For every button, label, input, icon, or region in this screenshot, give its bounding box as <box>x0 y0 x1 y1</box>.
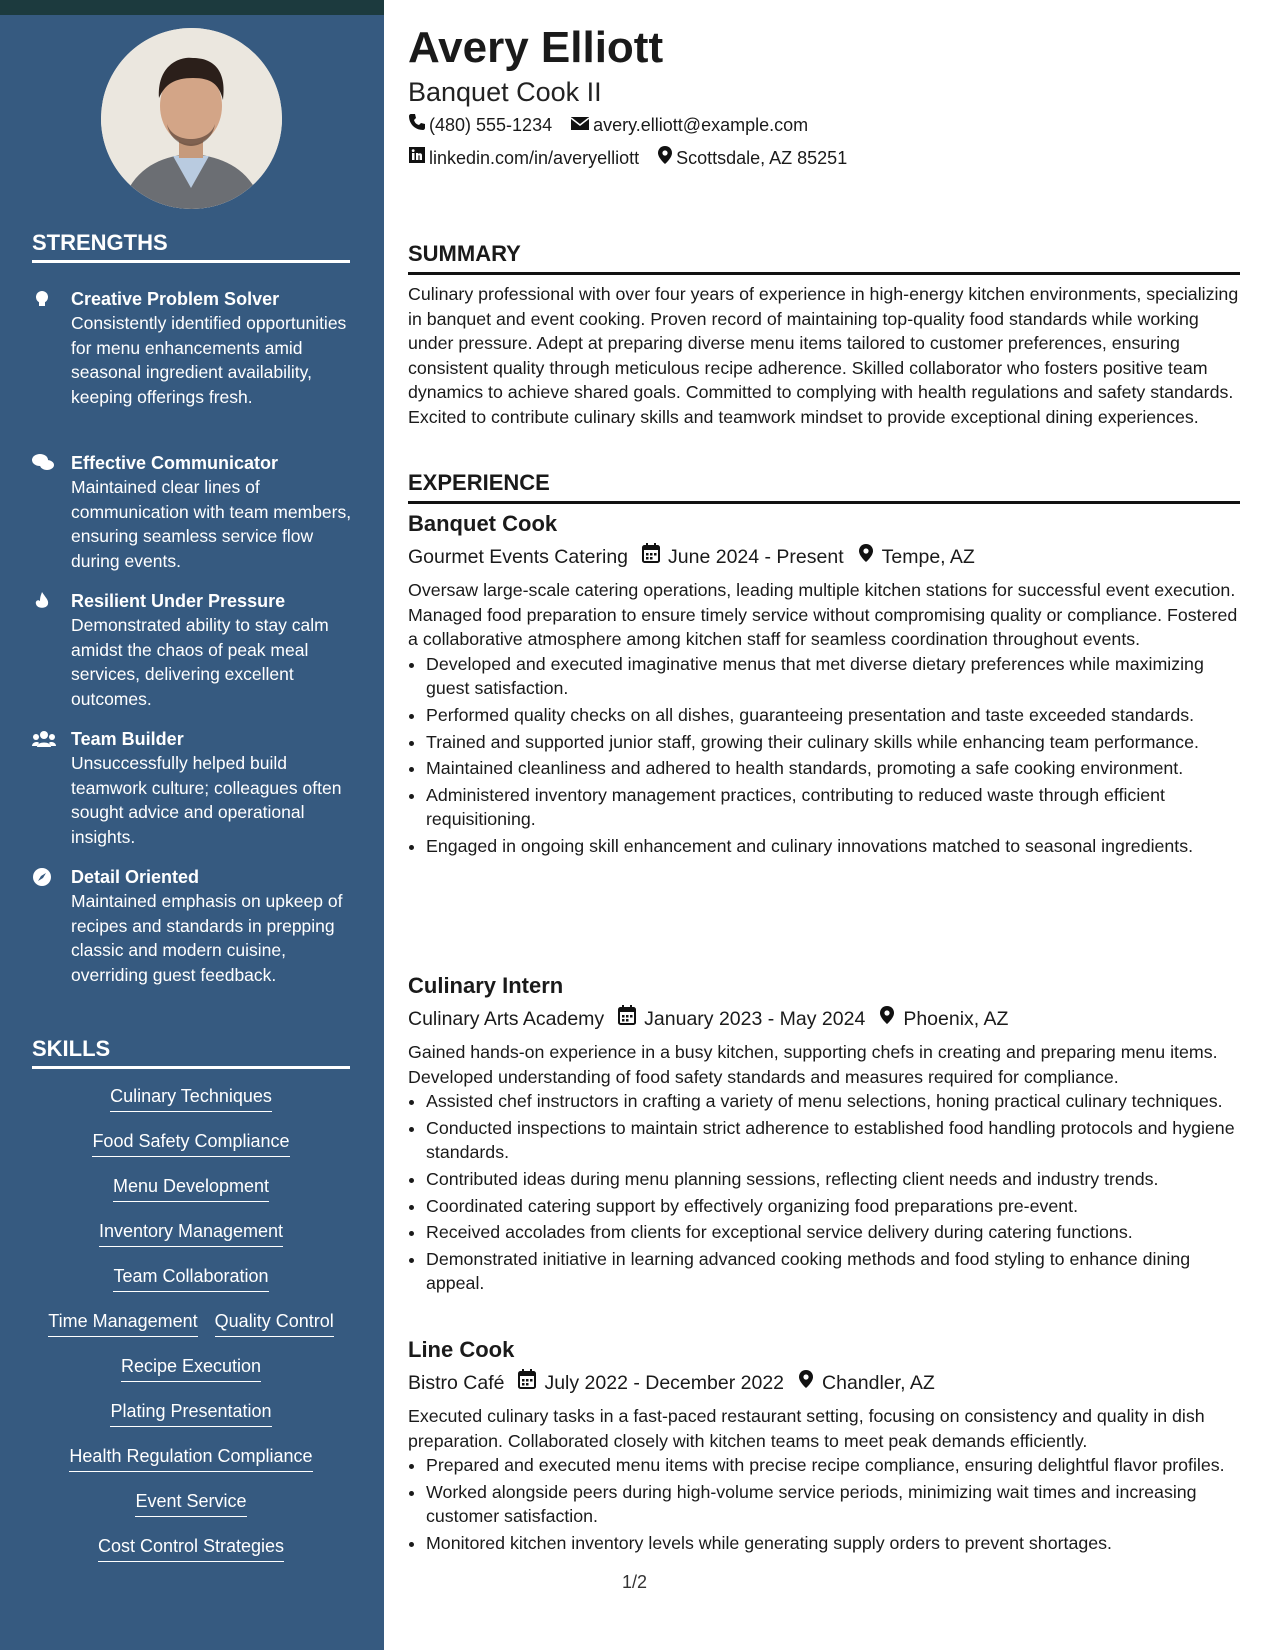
job-location: Chandler, AZ <box>822 1372 935 1394</box>
linkedin-url[interactable]: linkedin.com/in/averyelliott <box>429 148 640 168</box>
email-address[interactable]: avery.elliott@example.com <box>593 115 809 135</box>
linkedin-icon <box>408 146 429 170</box>
skills-heading: SKILLS <box>32 1036 350 1069</box>
strength-item <box>32 589 352 715</box>
job-location: Phoenix, AZ <box>903 1008 1009 1030</box>
candidate-title: Banquet Cook II <box>408 77 602 107</box>
job-entry <box>408 1335 1240 1558</box>
job-bullet: • Trained and supported junior staff, growing their culinary skills while enhancing team performance. <box>426 730 1240 755</box>
skill-tag: Menu Development <box>113 1174 269 1202</box>
strength-description: Consistently identified opportunities for menu enhancements amid seasonal ingredient availability, keeping offerings fresh. <box>71 313 347 407</box>
strength-title: Effective Communicator <box>71 453 279 473</box>
skill-tag: Culinary Techniques <box>110 1084 272 1112</box>
comments-icon <box>32 453 54 473</box>
job-dates: July 2022 - December 2022 <box>544 1372 785 1394</box>
strength-description: Unsuccessfully helped build teamwork culture; colleagues often sought advice and operational insights. <box>71 753 342 847</box>
experience-heading: EXPERIENCE <box>408 469 1240 504</box>
strength-item <box>32 287 352 439</box>
job-location: Tempe, AZ <box>881 546 975 568</box>
strength-item <box>32 727 352 853</box>
summary-heading: SUMMARY <box>408 240 1240 275</box>
calendar-icon <box>604 1003 644 1035</box>
company-name: Bistro Café <box>408 1372 505 1394</box>
location-pin-icon <box>844 541 882 573</box>
contact-row-2 <box>408 145 847 171</box>
skill-tag: Food Safety Compliance <box>92 1129 289 1157</box>
job-bullet: • Administered inventory management practices, contributing to reduced waste through efficient requisitioning. <box>426 783 1240 832</box>
job-entry <box>408 509 1240 861</box>
strength-description: Demonstrated ability to stay calm amidst the chaos of peak meal services, delivering excellent outcomes. <box>71 615 329 709</box>
strength-item <box>32 865 352 987</box>
job-description: Executed culinary tasks in a fast-paced restaurant setting, focusing on consistency and quality in dish preparation. Collaborated closely with kitchen teams to meet peak demands efficiently. <box>408 1406 1205 1451</box>
strength-title: Team Builder <box>71 729 184 749</box>
job-bullet: • Monitored kitchen inventory levels while generating supply orders to prevent shortages. <box>426 1531 1240 1556</box>
job-bullet: • Prepared and executed menu items with precise recipe compliance, ensuring delightful flavor profiles. <box>426 1453 1240 1478</box>
skill-tag: Inventory Management <box>99 1219 283 1247</box>
job-bullet: • Developed and executed imaginative menus that met diverse dietary preferences while maximizing guest satisfaction. <box>426 652 1240 701</box>
compass-icon <box>32 867 54 887</box>
company-name: Gourmet Events Catering <box>408 546 629 568</box>
company-name: Culinary Arts Academy <box>408 1008 605 1030</box>
location-pin-icon <box>865 1003 903 1035</box>
skill-tag: Recipe Execution <box>121 1354 261 1382</box>
candidate-name: Avery Elliott <box>408 23 664 72</box>
contact-row-1 <box>408 113 808 137</box>
skill-tag: Team Collaboration <box>113 1264 268 1292</box>
phone-number[interactable]: (480) 555-1234 <box>429 115 553 135</box>
job-description: Oversaw large-scale catering operations, leading multiple kitchen stations for successful event execution. Managed food preparation to ensure timely service without compromising quality or compliance. Fostered a collaborative atmosphere among kitchen staff for seamless coordination throughout events. <box>408 580 1238 650</box>
job-bullets <box>408 652 1240 859</box>
job-bullet: • Worked alongside peers during high-volume service periods, minimizing wait times and increasing customer satisfaction. <box>426 1480 1240 1529</box>
job-dates: June 2024 - Present <box>668 546 844 568</box>
job-bullet: • Engaged in ongoing skill enhancement and culinary innovations matched to seasonal ingredients. <box>426 834 1240 859</box>
job-meta <box>408 1003 1240 1035</box>
skill-tag: Cost Control Strategies <box>98 1534 284 1562</box>
strengths-list <box>32 287 352 999</box>
home-location: Scottsdale, AZ 85251 <box>676 148 848 168</box>
job-description: Gained hands-on experience in a busy kitchen, supporting chefs in creating and preparing menu items. Developed understanding of food safety standards and measures required for compliance. <box>408 1042 1218 1087</box>
job-bullet: • Conducted inspections to maintain strict adherence to established food handling protocols and hygiene standards. <box>426 1116 1240 1165</box>
job-bullet: • Performed quality checks on all dishes, guaranteeing presentation and taste exceeded standards. <box>426 703 1240 728</box>
job-role: Banquet Cook <box>408 511 558 536</box>
profile-photo <box>101 28 282 209</box>
calendar-icon <box>628 541 668 573</box>
job-bullet: • Contributed ideas during menu planning sessions, reflecting client needs and industry trends. <box>426 1167 1240 1192</box>
job-bullet: • Coordinated catering support by effectively organizing food preparations pre-event. <box>426 1194 1240 1219</box>
sidebar-top-bar <box>0 0 384 15</box>
skill-tag: Health Regulation Compliance <box>69 1444 312 1472</box>
strengths-heading: STRENGTHS <box>32 230 350 263</box>
email-icon <box>570 113 593 137</box>
skill-tag: Quality Control <box>215 1309 334 1337</box>
strength-title: Detail Oriented <box>71 867 200 887</box>
location-pin-icon <box>657 145 676 171</box>
page-number: 1/2 <box>622 1572 648 1592</box>
sidebar <box>0 0 384 1650</box>
strength-title: Creative Problem Solver <box>71 289 280 309</box>
skill-tag: Plating Presentation <box>110 1399 271 1427</box>
job-meta <box>408 541 1240 573</box>
skill-tag: Time Management <box>48 1309 197 1337</box>
calendar-icon <box>504 1367 544 1399</box>
strength-description: Maintained clear lines of communication with team members, ensuring seamless service flow during events. <box>71 477 352 571</box>
strength-title: Resilient Under Pressure <box>71 591 286 611</box>
skills-list <box>32 1084 350 1579</box>
job-bullets <box>408 1453 1240 1555</box>
lightbulb-icon <box>32 289 54 309</box>
phone-icon <box>408 113 429 137</box>
summary-text: Culinary professional with over four years of experience in high-energy kitchen environments, specializing in banquet and event cooking. Proven record of maintaining top-quality food standards while working under pressure. Adept at preparing diverse menu items tailored to customer preferences, ensuring consistent quality through meticulous recipe adherence. Skilled collaborator who fosters positive team dynamics to achieve shared goals. Committed to complying with health regulations and safety standards. Excited to contribute culinary skills and teamwork mindset to provide exceptional dining experiences. <box>408 284 1239 427</box>
location-pin-icon <box>784 1367 822 1399</box>
job-bullet: • Maintained cleanliness and adhered to health standards, promoting a safe cooking environment. <box>426 756 1240 781</box>
job-dates: January 2023 - May 2024 <box>644 1008 866 1030</box>
skill-tag: Event Service <box>135 1489 246 1517</box>
job-bullet: • Assisted chef instructors in crafting a variety of menu selections, honing practical culinary techniques. <box>426 1089 1240 1114</box>
job-bullet: • Received accolades from clients for exceptional service delivery during catering functions. <box>426 1220 1240 1245</box>
job-role: Culinary Intern <box>408 973 564 998</box>
job-meta <box>408 1367 1240 1399</box>
strength-item <box>32 451 352 577</box>
job-role: Line Cook <box>408 1337 515 1362</box>
job-bullets <box>408 1089 1240 1296</box>
fire-icon <box>32 591 54 611</box>
job-entry <box>408 971 1240 1298</box>
users-icon <box>32 729 54 749</box>
strength-description: Maintained emphasis on upkeep of recipes and standards in prepping classic and modern cuisine, overriding guest feedback. <box>71 891 343 985</box>
job-bullet: • Demonstrated initiative in learning advanced cooking methods and food styling to enhance dining appeal. <box>426 1247 1240 1296</box>
